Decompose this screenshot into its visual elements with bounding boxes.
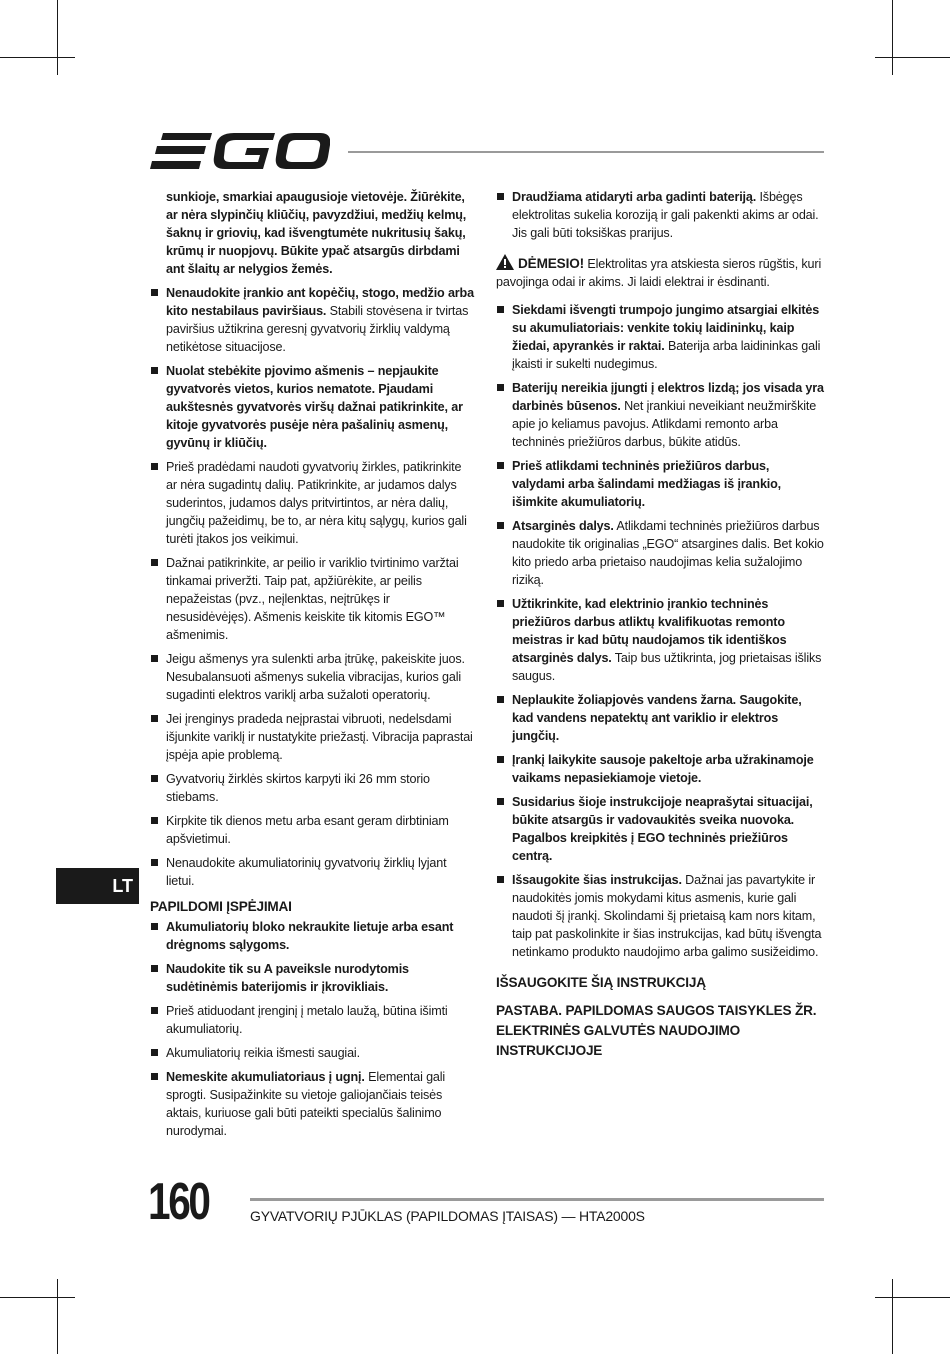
item-text: Elementai gali sprogti. Susipažinkite su vietoje galiojančiais teisės aktais, kuriuose gali būti pateikti specialūs šalinimo nurodymai. (166, 1070, 446, 1138)
crop-mark (57, 1279, 58, 1354)
section-title: PAPILDOMI ĮSPĖJIMAI (150, 899, 292, 914)
item-bold: Prieš atlikdami techninės priežiūros darbus, valydami arba šalindami medžiagas iš įrankio, išimkite akumuliatorių. (512, 459, 782, 509)
bullet-icon (151, 367, 158, 374)
item-bold: Nenaudokite įrankio ant kopėčių, stogo, medžio arba kito nestabilaus paviršiaus. (166, 286, 474, 318)
bullet-icon (151, 965, 158, 972)
list-item (496, 379, 824, 451)
bullet-icon (151, 1073, 158, 1080)
warning-label: DĖMESIO! (518, 256, 585, 271)
list-item (150, 960, 475, 996)
bullet-icon (497, 306, 504, 313)
list-item (496, 871, 824, 961)
intro-paragraph: sunkioje, smarkiai apaugusioje vietovėje. Žiūrėkite, ar nėra slypinčių kliūčių, pavyzdžiui, medžių kelmų, šaknų ir griovių, kad išvengtumėte nukritusių šakų, krūmų ir nuopjovų. Būkite ypač atsargūs dirbdami ant šlaitų ar nelygios žemės. (166, 190, 467, 276)
item-bold: Užtikrinkite, kad elektrinio įrankio techninės priežiūros darbus atliktų kvalifikuotas remonto meistras ir kad būtų naudojamos tik identiškos atsarginės dalys. (512, 597, 787, 665)
list-item (496, 517, 824, 589)
list-item (150, 458, 475, 548)
item-text: Taip bus užtikrinta, jog prietaisas išliks saugus. (512, 651, 822, 683)
item-text: Jei įrenginys pradeda neįprastai vibruoti, nedelsdami išjunkite variklį ir nustatykite priežastį. Vibracija paprastai įspėja apie problemą. (166, 712, 473, 762)
item-text: Stabili stovėsena ir tvirtas paviršius užtikrina geresnį gyvatvorių žirklių valdymą netikėtose situacijose. (166, 304, 469, 354)
item-text: Jeigu ašmenys yra sulenkti arba įtrūkę, pakeiskite juos. Nesubalansuoti ašmenys sukelia vibracijas, kurios gali sugadinti elektros variklį arba sužaloti operatorių. (166, 652, 465, 702)
bullet-icon (151, 817, 158, 824)
crop-mark (57, 0, 58, 75)
bullet-icon (151, 655, 158, 662)
list-item (150, 1002, 475, 1038)
bullet-icon (497, 462, 504, 469)
crop-mark (892, 1279, 893, 1354)
ego-logo (150, 131, 330, 171)
save-heading: IŠSAUGOKITE ŠIĄ INSTRUKCIJĄ (496, 975, 706, 990)
item-bold: Draudžiama atidaryti arba gadinti bateriją. (512, 190, 757, 204)
item-bold: Neplaukite žoliapjovės vandens žarna. Saugokite, kad vandens nepatektų ant variklio ir elektros jungčių. (512, 693, 802, 743)
bullet-icon (151, 715, 158, 722)
warning-block (496, 254, 824, 291)
item-text: Net įrankiui neveikiant neužmirškite apie jo keliamus pavojus. Atlikdami remonto arba techninės priežiūros darbus, būkite atidūs. (512, 399, 817, 449)
item-bold: Įrankį laikykite sausoje pakeltoje arba užrakinamoje vaikams nepasiekiamoje vietoje. (512, 753, 814, 785)
list-item (150, 1044, 475, 1062)
list-item (150, 362, 475, 452)
footer-rule (250, 1198, 824, 1201)
page-number: 160 (148, 1173, 209, 1231)
bullet-icon (497, 798, 504, 805)
note-heading: PASTABA. PAPILDOMAS SAUGOS TAISYKLES ŽR. ELEKTRINĖS GALVUTĖS NAUDOJIMO INSTRUKCIJOJE (496, 1003, 817, 1058)
list-item (496, 188, 824, 242)
crop-mark (892, 0, 893, 75)
list-item (150, 854, 475, 890)
list-item (150, 554, 475, 644)
item-text: Akumuliatorių reikia išmesti saugiai. (166, 1046, 360, 1060)
list-item (150, 284, 475, 356)
item-text: Dažnai patikrinkite, ar peilio ir variklio tvirtinimo varžtai tinkamai priveržti. Taip pat, apžiūrėkite, ar peilis nepažeistas (pvz., neįlenktas, neįtrūkęs ir nesusidėvėjęs). Ašmenis keiskite tik kitomis EGO™ ašmenimis. (166, 556, 459, 642)
bullet-icon (151, 859, 158, 866)
item-bold: Nemeskite akumuliatoriaus į ugnį. (166, 1070, 365, 1084)
item-bold: Susidarius šioje instrukcijoje neaprašytai situacijai, būkite atsargūs ir vadovaukitės sveika nuovoka. Pagalbos kreipkitės į EGO techninės priežiūros centrą. (512, 795, 813, 863)
bullet-icon (497, 756, 504, 763)
list-item (150, 710, 475, 764)
bullet-icon (497, 522, 504, 529)
bullet-icon (497, 193, 504, 200)
bullet-icon (497, 876, 504, 883)
item-text: Prieš pradėdami naudoti gyvatvorių žirkles, patikrinkite ar nėra sugadintų dalių. Patikrinkite, ar judamos dalys suderintos, judamos dalys pritvirtintos, ar nėra dalių, jungčių pažeidimų, be to, ar nėra kitų sąlygų, kurios gali turėti įtakos jos veikimui. (166, 460, 467, 546)
list-item (496, 691, 824, 745)
bullet-icon (497, 696, 504, 703)
bullet-icon (497, 600, 504, 607)
item-bold: Siekdami išvengti trumpojo jungimo atsargiai elkitės su akumuliatoriais: venkite tokių laidininkų, kaip žiedai, apyrankės ir raktai. (512, 303, 820, 353)
list-item (150, 770, 475, 806)
item-text: Atlikdami techninės priežiūros darbus naudokite tik originalias „EGO“ atsargines dalis. Bet kokio kito priedo arba prietaiso naudojimas kelia sužalojimo riziką. (512, 519, 824, 587)
bullet-icon (497, 384, 504, 391)
item-bold: Atsarginės dalys. (512, 519, 614, 533)
item-bold: Naudokite tik su A paveiksle nurodytomis sudėtinėmis baterijomis ir įkrovikliais. (166, 962, 409, 994)
list-item (150, 650, 475, 704)
list-item (150, 918, 475, 954)
item-text: Išbėgęs elektrolitas sukelia koroziją ir gali pakenkti akims ar odai. Jis gali būti toksiškas prarijus. (512, 190, 819, 240)
bullet-icon (151, 775, 158, 782)
warning-triangle-icon (496, 254, 514, 270)
crop-mark (0, 57, 75, 58)
crop-mark (875, 57, 950, 58)
item-text: Baterija arba laidininkas gali įkaisti ir sukelti nudegimus. (512, 339, 821, 371)
item-text: Dažnai jas pavartykite ir naudokitės jomis mokydami kitus asmenis, kurie gali naudoti šį įrankį. Skolindami šį prietaisą kam nors kitam, taip pat paskolinkite ir šias instrukcijas, kad būtų išvengta netinkamo produkto naudojimo arba galimo susižeidimo. (512, 873, 822, 959)
crop-mark (875, 1297, 950, 1298)
warning-text: Elektrolitas yra atskiesta sieros rūgštis, kuri pavojinga odai ir akims. Ji laidi elektrai ir ėsdinanti. (496, 257, 822, 289)
crop-mark (0, 1297, 75, 1298)
item-bold: Akumuliatorių bloko nekraukite lietuje arba esant drėgnoms sąlygoms. (166, 920, 454, 952)
list-item (496, 751, 824, 787)
item-text: Kirpkite tik dienos metu arba esant geram dirbtiniam apšvietimui. (166, 814, 449, 846)
right-column (496, 188, 824, 1069)
bullet-icon (151, 559, 158, 566)
item-text: Prieš atiduodant įrenginį į metalo laužą, būtina išimti akumuliatorių. (166, 1004, 448, 1036)
item-text: Nenaudokite akumuliatorinių gyvatvorių žirklių lyjant lietui. (166, 856, 447, 888)
bullet-icon (151, 1007, 158, 1014)
list-item (150, 812, 475, 848)
list-item (496, 457, 824, 511)
left-column (150, 188, 475, 1146)
bullet-icon (151, 463, 158, 470)
footer-title: GYVATVORIŲ PJŪKLAS (PAPILDOMAS ĮTAISAS) — HTA2000S (250, 1208, 645, 1224)
bullet-icon (151, 1049, 158, 1056)
list-item (496, 301, 824, 373)
list-item (150, 1068, 475, 1140)
language-tab: LT (56, 868, 139, 904)
item-text: Gyvatvorių žirklės skirtos karpyti iki 26 mm storio stiebams. (166, 772, 430, 804)
list-item (496, 595, 824, 685)
header-rule (348, 151, 824, 153)
list-item (496, 793, 824, 865)
item-bold: Nuolat stebėkite pjovimo ašmenis – nepjaukite gyvatvorės vietos, kurios nematote. Pjaudami aukštesnės gyvatvorės viršų dažnai patikrinkite, ar kitoje gyvatvorės pusėje nėra pašalinių asmenų, gyvūnų ir kliūčių. (166, 364, 463, 450)
item-bold: Išsaugokite šias instrukcijas. (512, 873, 682, 887)
bullet-icon (151, 923, 158, 930)
bullet-icon (151, 289, 158, 296)
item-bold: Baterijų nereikia įjungti į elektros lizdą; jos visada yra darbinės būsenos. (512, 381, 824, 413)
